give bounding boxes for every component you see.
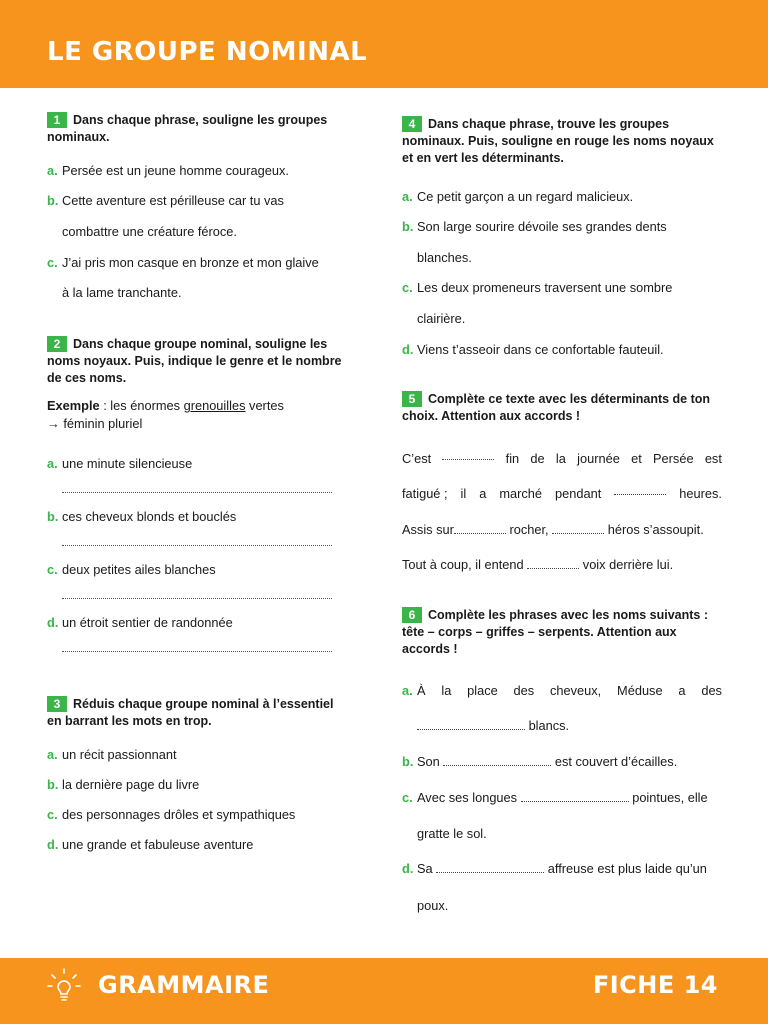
exercise-2-item-a: a. une minute silencieuse [47,456,193,471]
exercise-3-item-b: b. la dernière page du livre [47,777,200,792]
exercise-1-item-b-cont: combattre une créature féroce. [62,224,237,239]
exercise-2-example: Exemple : les énormes grenouilles vertes [47,398,284,413]
exercise-1-instruction: 1 Dans chaque phrase, souligne les groupes nominaux. [47,113,328,144]
fill-blank[interactable] [417,720,525,730]
fill-blank[interactable] [527,559,579,569]
exercise-5-line-1: C’est fin de la journée et Persée est [402,451,722,466]
exercise-6-item-d-cont: poux. [417,898,449,913]
page-title: LE GROUPE NOMINAL [47,37,368,67]
left-column [47,0,347,958]
exercise-3-item-c: c. des personnages drôles et sympathiques [47,807,296,822]
exercise-4-item-a: a. Ce petit garçon a un regard malicieux. [402,189,634,204]
exercise-1-item-a: a. Persée est un jeune homme courageux. [47,163,289,178]
right-column [402,0,722,958]
lightbulb-icon [46,966,82,1002]
exercise-number: 4 [402,116,422,132]
exercise-number: 3 [47,696,67,712]
exercise-5-instruction: 5 Complète ce texte avec les déterminants de ton choix. Attention aux accords ! [402,392,711,423]
exercise-6-item-c: c. Avec ses longues pointues, elle [402,790,708,805]
exercise-6-item-d: d. Sa affreuse est plus laide qu’un [402,861,707,876]
footer-banner [0,958,768,1024]
answer-line[interactable] [62,545,332,546]
exercise-1-item-b: b. Cette aventure est périlleuse car tu vas [47,193,284,208]
exercise-4-item-b-cont: blanches. [417,250,472,265]
exercise-4-item-c-cont: clairière. [417,311,466,326]
exercise-6-instruction: 6 Complète les phrases avec les noms suivants : tête – corps – griffes – serpents. Attention aux accords ! [402,608,708,656]
exercise-3-instruction: 3 Réduis chaque groupe nominal à l’essentiel en barrant les mots en trop. [47,697,334,728]
exercise-4-instruction: 4 Dans chaque phrase, trouve les groupes nominaux. Puis, souligne en rouge les noms noyaux et en vert les déterminants. [402,117,714,165]
fill-blank[interactable] [436,863,544,873]
exercise-number: 2 [47,336,67,352]
exercise-3-item-a: a. un récit passionnant [47,747,177,762]
answer-line[interactable] [62,492,332,493]
exercise-2-example-answer: → féminin pluriel [47,416,143,431]
fill-blank[interactable] [614,485,666,495]
footer-subject: GRAMMAIRE [98,971,270,999]
exercise-5-line-4: Tout à coup, il entend voix derrière lui. [402,557,674,572]
exercise-5-line-3: Assis sur rocher, héros s’assoupit. [402,522,704,537]
exercise-6-item-a-cont: blancs. [402,717,722,734]
fill-blank[interactable] [443,756,551,766]
exercise-3-item-d: d. une grande et fabuleuse aventure [47,837,254,852]
exercise-1-item-c: c. J’ai pris mon casque en bronze et mon glaive [47,255,319,270]
fill-blank[interactable] [552,524,604,534]
exercise-4-item-c: c. Les deux promeneurs traversent une sombre [402,280,673,295]
exercise-number: 6 [402,607,422,623]
fill-blank[interactable] [442,450,494,460]
exercise-2-item-d: d. un étroit sentier de randonnée [47,615,233,630]
answer-line[interactable] [62,651,332,652]
exercise-6-item-b: b. Son est couvert d’écailles. [402,754,678,769]
exercise-6-item-c-cont: gratte le sol. [417,826,487,841]
fill-blank[interactable] [454,524,506,534]
exercise-2-item-c: c. deux petites ailes blanches [47,562,216,577]
exercise-number: 1 [47,112,67,128]
footer-sheet-number: FICHE 14 [592,971,718,999]
exercise-2-item-b: b. ces cheveux blonds et bouclés [47,509,237,524]
fill-blank[interactable] [521,792,629,802]
exercise-4-item-b: b. Son large sourire dévoile ses grandes dents [402,219,667,234]
exercise-4-item-d: d. Viens t’asseoir dans ce confortable fauteuil. [402,342,664,357]
exercise-6-item-a: a. À la place des cheveux, Méduse a des [402,683,722,698]
exercise-number: 5 [402,391,422,407]
exercise-1-item-c-cont: à la lame tranchante. [62,285,182,300]
answer-line[interactable] [62,598,332,599]
exercise-5-line-2: fatigué ; il a marché pendant heures. [402,486,722,501]
exercise-2-instruction: 2 Dans chaque groupe nominal, souligne les noms noyaux. Puis, indique le genre et le nombre de ces noms. [47,337,342,385]
